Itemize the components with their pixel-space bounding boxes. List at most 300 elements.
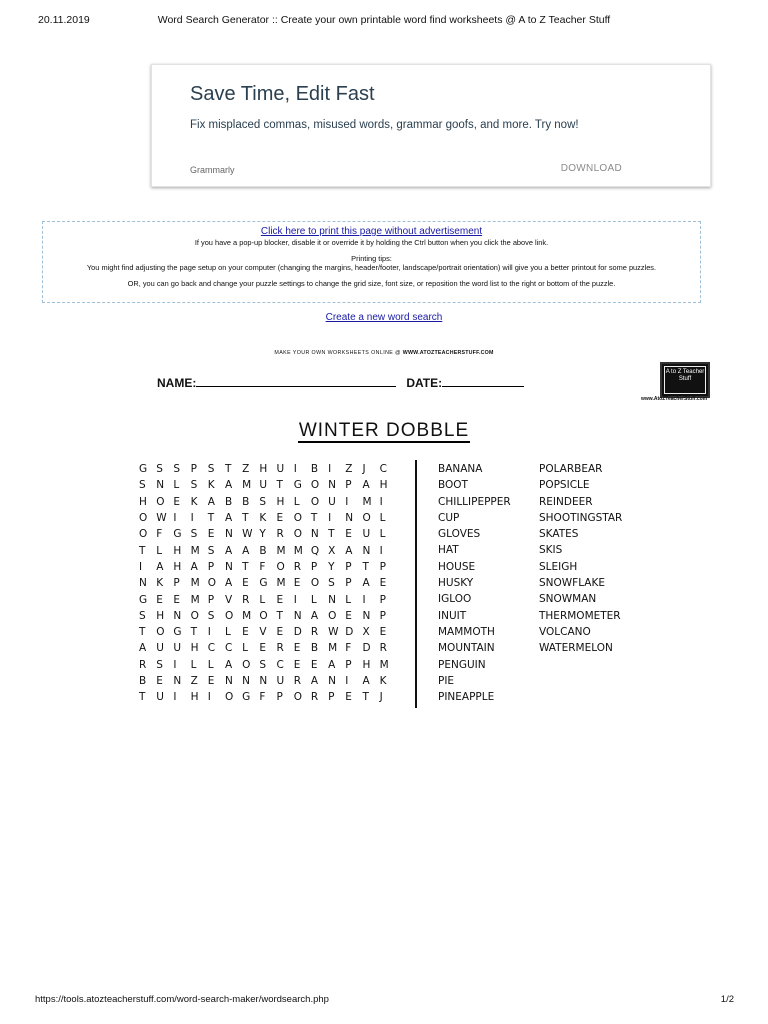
grid-letter: L bbox=[207, 658, 214, 671]
grid-row bbox=[139, 689, 397, 705]
grid-letter: S bbox=[328, 577, 335, 590]
grid-letter: E bbox=[345, 528, 352, 541]
grid-letter: U bbox=[259, 479, 267, 492]
grid-letter: P bbox=[173, 577, 180, 590]
grid-letter: O bbox=[139, 512, 148, 525]
grid-letter: B bbox=[224, 495, 233, 508]
grid-letter: G bbox=[242, 691, 251, 704]
grid-letter: R bbox=[242, 593, 250, 606]
grid-letter: S bbox=[139, 479, 146, 492]
grid-letter: N bbox=[259, 675, 268, 687]
grid-letter: M bbox=[293, 544, 303, 557]
word-list-item: MOUNTAIN bbox=[438, 642, 495, 655]
grid-row bbox=[139, 559, 397, 575]
atoz-logo bbox=[660, 362, 710, 398]
ad-download-button[interactable]: DOWNLOAD bbox=[560, 163, 622, 174]
grid-letter: B bbox=[310, 642, 319, 655]
make-own-banner bbox=[0, 350, 768, 356]
grid-letter: O bbox=[328, 609, 337, 622]
grid-letter: T bbox=[139, 626, 146, 639]
grid-letter: G bbox=[139, 463, 148, 476]
ad-brand: Grammarly bbox=[190, 165, 235, 175]
ad-card[interactable] bbox=[151, 64, 711, 187]
grid-letter: D bbox=[293, 626, 302, 639]
grid-letter: I bbox=[139, 560, 143, 573]
grid-letter: H bbox=[276, 495, 285, 508]
grid-letter: E bbox=[379, 577, 387, 590]
grid-letter: R bbox=[293, 675, 301, 687]
grid-letter: I bbox=[293, 463, 297, 476]
grid-letter: H bbox=[190, 642, 199, 655]
word-list-item: SLEIGH bbox=[539, 560, 578, 573]
grid-letter: K bbox=[207, 479, 215, 492]
grid-letter: O bbox=[224, 691, 234, 704]
grid-letter: M bbox=[362, 495, 372, 508]
grid-row bbox=[139, 542, 397, 558]
grid-letter: L bbox=[224, 626, 231, 639]
grid-letter: J bbox=[362, 463, 366, 476]
grid-row bbox=[139, 494, 397, 510]
grid-letter: A bbox=[224, 512, 233, 525]
grid-letter: A bbox=[224, 577, 233, 590]
grid-letter: F bbox=[259, 560, 266, 573]
grid-letter: K bbox=[379, 675, 387, 687]
grid-letter: O bbox=[139, 528, 148, 541]
grid-letter: M bbox=[328, 642, 338, 655]
grid-letter: T bbox=[139, 544, 146, 557]
print-page-title: Word Search Generator :: Create your own printable word find worksheets @ A to Z Teacher Stuff bbox=[157, 14, 611, 26]
grid-letter: T bbox=[139, 691, 146, 704]
grid-letter: N bbox=[173, 675, 182, 687]
puzzle-title-text: WINTER DOBBLE bbox=[298, 420, 470, 441]
word-list-item: BANANA bbox=[438, 463, 483, 475]
grid-letter: N bbox=[362, 544, 371, 557]
grid-letter: D bbox=[362, 642, 371, 655]
grid-letter: E bbox=[242, 577, 249, 590]
grid-letter: E bbox=[276, 593, 284, 606]
grid-letter: Z bbox=[345, 463, 353, 476]
grid-letter: O bbox=[242, 658, 251, 671]
grid-letter: R bbox=[310, 691, 319, 704]
print-date: 20.11.2019 bbox=[38, 14, 90, 26]
grid-letter: A bbox=[224, 544, 233, 557]
grid-letter: T bbox=[276, 479, 283, 492]
grid-letter: A bbox=[207, 495, 215, 508]
grid-letter: K bbox=[156, 577, 164, 590]
grid-letter: A bbox=[139, 642, 147, 655]
grid-letter: U bbox=[156, 642, 164, 655]
word-list-item: POLARBEAR bbox=[539, 463, 603, 475]
word-list-column-1 bbox=[438, 461, 511, 705]
letter-grid bbox=[139, 461, 397, 705]
word-list-item: CUP bbox=[438, 511, 460, 524]
grid-letter: S bbox=[190, 479, 198, 492]
grid-letter: A bbox=[362, 577, 370, 590]
word-list-item: CHILLIPEPPER bbox=[438, 495, 511, 508]
grid-letter: N bbox=[293, 609, 302, 622]
grid-letter: M bbox=[379, 658, 389, 671]
grid-letter: M bbox=[242, 609, 252, 622]
grid-letter: O bbox=[293, 512, 302, 525]
grid-letter: S bbox=[156, 463, 163, 476]
word-list-item: INUIT bbox=[438, 609, 467, 622]
grid-letter: R bbox=[310, 626, 319, 639]
grid-letter: E bbox=[293, 658, 301, 671]
grid-letter: L bbox=[190, 658, 197, 671]
grid-letter: O bbox=[156, 626, 165, 639]
grid-letter: F bbox=[156, 528, 163, 541]
grid-letter: M bbox=[276, 577, 286, 590]
grid-letter: M bbox=[190, 577, 200, 590]
grid-letter: X bbox=[362, 626, 370, 639]
grid-letter: E bbox=[173, 495, 181, 508]
grid-letter: H bbox=[259, 463, 268, 476]
grid-letter: U bbox=[362, 528, 371, 541]
grid-letter: H bbox=[362, 658, 371, 671]
grid-letter: J bbox=[379, 691, 383, 704]
word-list-item: POPSICLE bbox=[539, 479, 590, 492]
grid-letter: Y bbox=[328, 560, 335, 573]
word-list-item: HOUSE bbox=[438, 560, 476, 573]
grid-letter: V bbox=[224, 593, 233, 606]
grid-letter: L bbox=[242, 642, 248, 655]
grid-letter: U bbox=[156, 691, 164, 704]
grid-row bbox=[139, 526, 397, 542]
grid-letter: O bbox=[362, 512, 371, 525]
grid-letter: P bbox=[345, 560, 352, 573]
grid-letter: P bbox=[379, 560, 386, 573]
grid-letter: Q bbox=[310, 544, 320, 557]
grid-row bbox=[139, 640, 397, 656]
grid-letter: P bbox=[190, 463, 197, 476]
grid-letter: E bbox=[310, 658, 318, 671]
grid-row bbox=[139, 477, 397, 493]
grid-letter: O bbox=[207, 577, 217, 590]
word-list-item: THERMOMETER bbox=[539, 609, 621, 622]
grid-letter: H bbox=[190, 691, 199, 704]
word-list-item: SNOWFLAKE bbox=[539, 577, 605, 590]
grid-letter: T bbox=[207, 512, 215, 525]
grid-row bbox=[139, 657, 397, 673]
grid-letter: N bbox=[139, 577, 147, 590]
word-list-item: SKIS bbox=[539, 544, 563, 557]
grid-letter: E bbox=[345, 609, 352, 622]
grid-letter: N bbox=[224, 675, 233, 687]
grid-letter: F bbox=[345, 642, 352, 655]
grid-letter: B bbox=[310, 463, 319, 476]
grid-letter: N bbox=[173, 609, 182, 622]
grid-letter: P bbox=[345, 577, 352, 590]
grid-letter: E bbox=[173, 593, 181, 606]
word-list-item: MAMMOTH bbox=[438, 625, 495, 638]
grid-row bbox=[139, 575, 397, 591]
grid-letter: E bbox=[156, 675, 163, 687]
grid-letter: Z bbox=[190, 675, 198, 687]
word-list-item: VOLCANO bbox=[539, 625, 591, 638]
ad-body: Fix misplaced commas, misused words, grammar goofs, and more. Try now! bbox=[190, 119, 579, 131]
grid-letter: C bbox=[224, 642, 233, 655]
grid-letter: I bbox=[173, 658, 177, 671]
word-list-item: SHOOTINGSTAR bbox=[539, 511, 623, 524]
grid-letter: W bbox=[156, 512, 167, 525]
grid-letter: O bbox=[224, 609, 234, 622]
grid-letter: T bbox=[328, 528, 335, 541]
logo-url: www.AtoZTeacherStuff.com bbox=[641, 396, 708, 402]
grid-letter: H bbox=[173, 560, 182, 573]
name-line bbox=[196, 376, 396, 387]
grid-letter: Y bbox=[259, 528, 266, 541]
word-list-item: SNOWMAN bbox=[539, 593, 597, 606]
word-list-item: WATERMELON bbox=[539, 642, 613, 655]
grid-letter: M bbox=[276, 544, 286, 557]
grid-row bbox=[139, 510, 397, 526]
grid-letter: E bbox=[379, 626, 387, 639]
grid-letter: O bbox=[156, 495, 165, 508]
print-header bbox=[0, 14, 768, 30]
grid-letter: P bbox=[310, 560, 318, 573]
grid-letter: N bbox=[362, 609, 371, 622]
grid-letter: A bbox=[310, 675, 319, 687]
grid-letter: I bbox=[328, 463, 332, 476]
grid-letter: I bbox=[190, 512, 194, 525]
word-list-item: HUSKY bbox=[438, 577, 474, 590]
grid-letter: O bbox=[293, 528, 302, 541]
grid-letter: N bbox=[345, 512, 354, 525]
grid-letter: B bbox=[259, 544, 267, 557]
grid-letter: I bbox=[379, 495, 383, 508]
grid-row bbox=[139, 673, 397, 689]
grid-letter: O bbox=[310, 577, 320, 590]
grid-letter: M bbox=[242, 479, 252, 492]
grid-letter: S bbox=[207, 544, 215, 557]
word-list-item: REINDEER bbox=[539, 495, 593, 508]
grid-letter: A bbox=[156, 560, 164, 573]
grid-letter: P bbox=[345, 479, 352, 492]
grid-letter: S bbox=[190, 528, 198, 541]
grid-letter: T bbox=[242, 560, 249, 573]
word-list-item: GLOVES bbox=[438, 528, 481, 541]
logo-text: A to Z Teacher Stuff bbox=[664, 366, 706, 394]
grid-letter: K bbox=[259, 512, 267, 525]
grid-letter: N bbox=[328, 675, 336, 687]
grid-divider bbox=[415, 460, 417, 708]
print-without-ad-link[interactable]: Click here to print this page without advertisement bbox=[260, 226, 483, 237]
grid-letter: E bbox=[293, 577, 301, 590]
grid-letter: L bbox=[156, 544, 163, 557]
grid-letter: I bbox=[379, 544, 383, 557]
grid-letter: X bbox=[328, 544, 336, 557]
grid-letter: L bbox=[345, 593, 352, 606]
grid-letter: I bbox=[207, 691, 211, 704]
grid-letter: O bbox=[310, 479, 320, 492]
grid-letter: T bbox=[310, 512, 318, 525]
word-list-column-2 bbox=[539, 461, 622, 657]
grid-letter: E bbox=[276, 512, 284, 525]
grid-letter: G bbox=[139, 593, 148, 606]
grid-letter: P bbox=[379, 609, 386, 622]
grid-letter: L bbox=[173, 479, 180, 492]
grid-letter: L bbox=[379, 512, 386, 525]
grid-letter: B bbox=[242, 495, 250, 508]
create-new-word-search-link[interactable]: Create a new word search bbox=[325, 312, 443, 323]
grid-letter: O bbox=[259, 609, 268, 622]
popup-blocker-note: If you have a pop-up blocker, disable it or override it by holding the Ctrl button when you click the above link. bbox=[194, 238, 549, 247]
grid-letter: N bbox=[224, 528, 233, 541]
grid-letter: S bbox=[173, 463, 181, 476]
grid-letter: E bbox=[207, 675, 215, 687]
printing-tip-1: You might find adjusting the page setup on your computer (changing the margins, header/footer, landscape/portrait orientation) will give you a better printout for some puzzles. bbox=[86, 263, 657, 273]
grid-letter: S bbox=[207, 609, 215, 622]
grid-letter: N bbox=[328, 479, 336, 492]
grid-letter: S bbox=[259, 495, 266, 508]
grid-letter: E bbox=[259, 642, 266, 655]
date-label: DATE: bbox=[406, 376, 443, 390]
grid-letter: T bbox=[242, 512, 249, 525]
grid-letter: R bbox=[276, 642, 284, 655]
grid-letter: E bbox=[156, 593, 163, 606]
grid-letter: P bbox=[328, 691, 335, 704]
grid-letter: G bbox=[173, 626, 182, 639]
grid-letter: R bbox=[379, 642, 387, 655]
grid-letter: B bbox=[139, 675, 147, 687]
grid-row bbox=[139, 591, 397, 607]
grid-letter: S bbox=[139, 609, 146, 622]
grid-letter: O bbox=[293, 691, 302, 704]
grid-letter: E bbox=[345, 691, 352, 704]
print-page-number: 1/2 bbox=[720, 994, 734, 1005]
grid-letter: N bbox=[310, 528, 319, 541]
grid-letter: U bbox=[328, 495, 336, 508]
grid-letter: O bbox=[190, 609, 199, 622]
grid-letter: W bbox=[328, 626, 339, 639]
print-url: https://tools.atozteacherstuff.com/word-search-maker/wordsearch.php bbox=[35, 994, 329, 1005]
grid-letter: P bbox=[379, 593, 386, 606]
grid-letter: H bbox=[156, 609, 165, 622]
grid-letter: T bbox=[190, 626, 197, 639]
grid-letter: T bbox=[276, 609, 283, 622]
grid-letter: S bbox=[156, 658, 163, 671]
grid-letter: R bbox=[139, 658, 147, 671]
grid-letter: A bbox=[224, 479, 233, 492]
grid-letter: A bbox=[242, 544, 250, 557]
print-notice-box bbox=[42, 221, 701, 303]
grid-letter: W bbox=[242, 528, 253, 541]
grid-letter: N bbox=[328, 593, 336, 606]
grid-letter: A bbox=[362, 479, 370, 492]
grid-letter: R bbox=[276, 528, 284, 541]
make-own-site: WWW.ATOZTEACHERSTUFF.COM bbox=[402, 350, 494, 356]
grid-letter: I bbox=[173, 691, 177, 704]
word-list-item: PENGUIN bbox=[438, 658, 486, 671]
word-list-item: IGLOO bbox=[438, 593, 472, 606]
grid-letter: V bbox=[259, 626, 267, 639]
grid-letter: U bbox=[276, 463, 285, 476]
grid-letter: T bbox=[362, 691, 369, 704]
grid-letter: U bbox=[173, 642, 182, 655]
grid-letter: A bbox=[362, 675, 370, 687]
grid-row bbox=[139, 461, 397, 477]
grid-letter: D bbox=[345, 626, 354, 639]
grid-letter: I bbox=[173, 512, 177, 525]
grid-letter: I bbox=[345, 495, 349, 508]
grid-letter: C bbox=[207, 642, 216, 655]
grid-letter: H bbox=[139, 495, 147, 508]
grid-letter: G bbox=[259, 577, 268, 590]
grid-letter: E bbox=[293, 642, 301, 655]
grid-letter: I bbox=[293, 593, 297, 606]
grid-letter: K bbox=[190, 495, 198, 508]
grid-letter: E bbox=[276, 626, 284, 639]
name-date-row bbox=[157, 376, 524, 390]
grid-letter: L bbox=[259, 593, 266, 606]
grid-letter: I bbox=[328, 512, 332, 525]
grid-letter: A bbox=[224, 658, 233, 671]
grid-letter: I bbox=[345, 675, 349, 687]
grid-letter: E bbox=[207, 528, 215, 541]
make-own-text: MAKE YOUR OWN WORKSHEETS ONLINE @ bbox=[274, 350, 401, 356]
grid-row bbox=[139, 624, 397, 640]
grid-letter: O bbox=[276, 560, 285, 573]
grid-row bbox=[139, 608, 397, 624]
grid-letter: A bbox=[328, 658, 336, 671]
grid-letter: N bbox=[156, 479, 165, 492]
grid-letter: H bbox=[379, 479, 388, 492]
grid-letter: S bbox=[207, 463, 215, 476]
word-list-item: PINEAPPLE bbox=[438, 691, 495, 704]
grid-letter: F bbox=[259, 691, 266, 704]
grid-letter: A bbox=[190, 560, 198, 573]
word-list-item: HAT bbox=[438, 544, 459, 557]
puzzle-title bbox=[0, 420, 768, 442]
grid-letter: L bbox=[310, 593, 317, 606]
grid-letter: U bbox=[276, 675, 285, 687]
grid-letter: G bbox=[173, 528, 182, 541]
grid-letter: T bbox=[362, 560, 369, 573]
word-list-item: BOOT bbox=[438, 479, 468, 492]
date-line bbox=[442, 376, 524, 387]
grid-letter: I bbox=[362, 593, 366, 606]
grid-letter: C bbox=[379, 463, 387, 476]
grid-letter: N bbox=[242, 675, 250, 687]
name-label: NAME: bbox=[157, 376, 197, 390]
grid-letter: O bbox=[310, 495, 320, 508]
grid-letter: C bbox=[276, 658, 284, 671]
grid-letter: R bbox=[293, 560, 301, 573]
grid-letter: P bbox=[345, 658, 352, 671]
grid-letter: H bbox=[173, 544, 182, 557]
printing-tip-2: OR, you can go back and change your puzzle settings to change the grid size, font size, or reposition the word list to the right or bottom of the puzzle. bbox=[127, 278, 616, 288]
grid-letter: E bbox=[242, 626, 249, 639]
create-link-row bbox=[0, 312, 768, 323]
grid-letter: P bbox=[207, 560, 215, 573]
grid-letter: L bbox=[379, 528, 386, 541]
word-list-item: PIE bbox=[438, 674, 455, 687]
ad-headline[interactable]: Save Time, Edit Fast bbox=[190, 83, 375, 105]
grid-letter: Z bbox=[242, 463, 250, 476]
grid-letter: A bbox=[310, 609, 319, 622]
grid-letter: M bbox=[190, 593, 200, 606]
grid-letter: L bbox=[293, 495, 300, 508]
grid-letter: T bbox=[224, 463, 232, 476]
grid-letter: I bbox=[207, 626, 211, 639]
grid-letter: N bbox=[224, 560, 233, 573]
grid-letter: A bbox=[345, 544, 353, 557]
grid-letter: P bbox=[207, 593, 215, 606]
grid-letter: G bbox=[293, 479, 302, 492]
word-list-item: SKATES bbox=[539, 528, 579, 541]
grid-letter: P bbox=[276, 691, 283, 704]
grid-letter: S bbox=[259, 658, 266, 671]
